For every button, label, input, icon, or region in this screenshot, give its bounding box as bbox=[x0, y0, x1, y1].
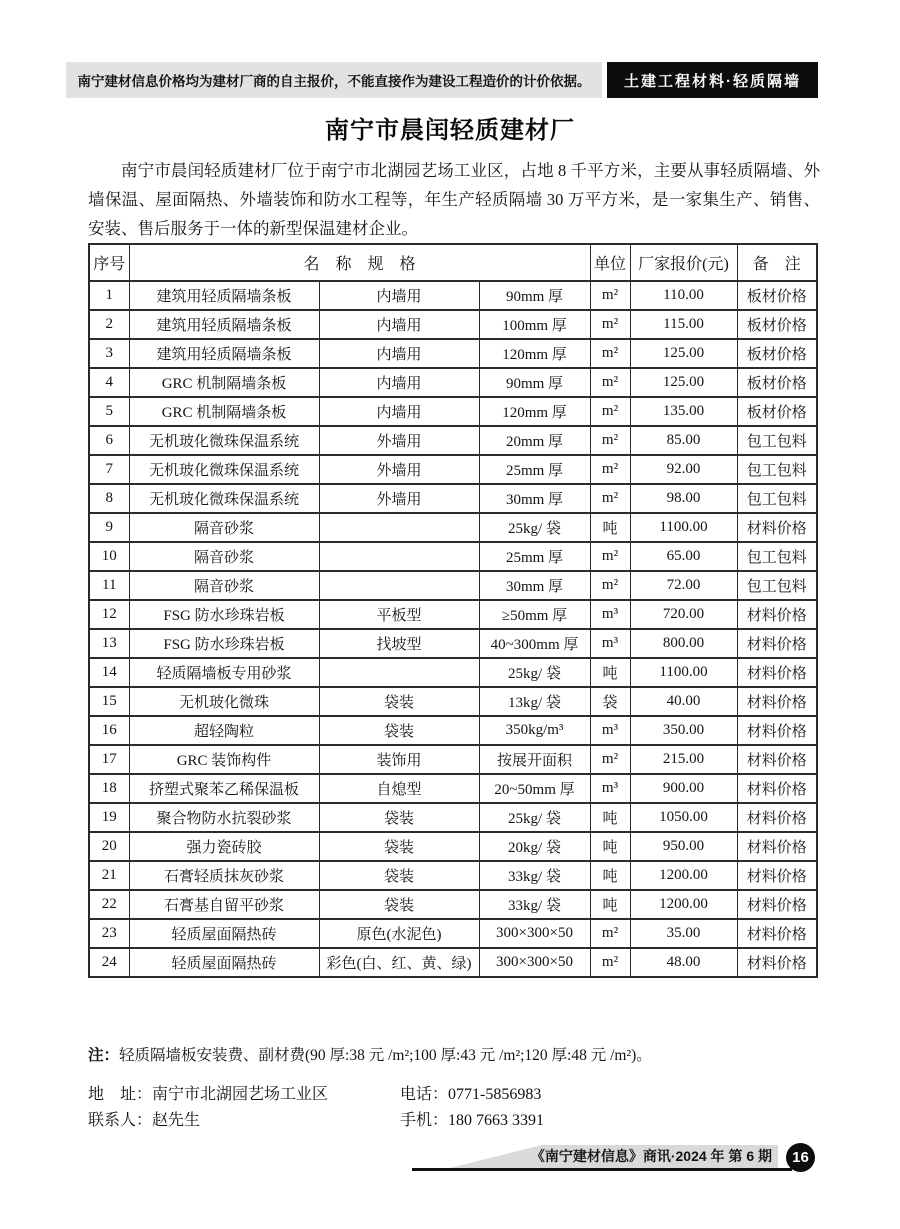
cell-unit: m³ bbox=[590, 629, 630, 658]
cell-note: 材料价格 bbox=[737, 629, 817, 658]
cell-note: 包工包料 bbox=[737, 542, 817, 571]
cell-unit: m² bbox=[590, 339, 630, 368]
cell-spec-size: 120mm 厚 bbox=[479, 339, 590, 368]
table-row bbox=[89, 832, 817, 861]
address-line bbox=[88, 1081, 328, 1104]
cell-name: FSG 防水珍珠岩板 bbox=[129, 600, 319, 629]
cell-price: 85.00 bbox=[630, 426, 737, 455]
cell-spec-size: 33kg/ 袋 bbox=[479, 861, 590, 890]
cell-price: 135.00 bbox=[630, 397, 737, 426]
cell-note: 材料价格 bbox=[737, 803, 817, 832]
cell-spec-type: 外墙用 bbox=[319, 455, 479, 484]
cell-index: 19 bbox=[89, 803, 129, 832]
journal-issue-text: 《南宁建材信息》商讯·2024 年 第 6 期 bbox=[530, 1148, 772, 1164]
cell-index: 11 bbox=[89, 571, 129, 600]
cell-note: 材料价格 bbox=[737, 745, 817, 774]
cell-index: 22 bbox=[89, 890, 129, 919]
cell-spec-size: 120mm 厚 bbox=[479, 397, 590, 426]
cell-unit: m² bbox=[590, 281, 630, 310]
cell-unit: m² bbox=[590, 571, 630, 600]
cell-spec-type bbox=[319, 542, 479, 571]
cell-spec-size: 25kg/ 袋 bbox=[479, 513, 590, 542]
cell-spec-type: 彩色(白、红、黄、绿) bbox=[319, 948, 479, 977]
table-row bbox=[89, 716, 817, 745]
cell-index: 5 bbox=[89, 397, 129, 426]
cell-price: 1200.00 bbox=[630, 861, 737, 890]
cell-note: 包工包料 bbox=[737, 426, 817, 455]
cell-spec-size: 90mm 厚 bbox=[479, 368, 590, 397]
page-number: 16 bbox=[792, 1149, 809, 1166]
address-label: 地 址： bbox=[88, 1086, 153, 1103]
phone-value: 0771-5856983 bbox=[448, 1086, 542, 1103]
cell-note: 板材价格 bbox=[737, 339, 817, 368]
cell-price: 215.00 bbox=[630, 745, 737, 774]
cell-unit: 吨 bbox=[590, 658, 630, 687]
cell-spec-size: 20kg/ 袋 bbox=[479, 832, 590, 861]
cell-spec-size: 13kg/ 袋 bbox=[479, 687, 590, 716]
table-row bbox=[89, 774, 817, 803]
phone-line bbox=[400, 1081, 541, 1104]
cell-note: 包工包料 bbox=[737, 571, 817, 600]
cell-note: 材料价格 bbox=[737, 716, 817, 745]
cell-unit: m² bbox=[590, 919, 630, 948]
table-row bbox=[89, 339, 817, 368]
cell-price: 1050.00 bbox=[630, 803, 737, 832]
cell-spec-size: 300×300×50 bbox=[479, 948, 590, 977]
cell-unit: m² bbox=[590, 542, 630, 571]
cell-spec-type bbox=[319, 571, 479, 600]
cell-price: 72.00 bbox=[630, 571, 737, 600]
footer-rule bbox=[412, 1168, 792, 1171]
cell-note: 材料价格 bbox=[737, 832, 817, 861]
cell-name: GRC 机制隔墙条板 bbox=[129, 397, 319, 426]
cell-name: 无机玻化微珠 bbox=[129, 687, 319, 716]
cell-unit: m² bbox=[590, 484, 630, 513]
table-row bbox=[89, 397, 817, 426]
cell-name: 强力瓷砖胶 bbox=[129, 832, 319, 861]
cell-spec-type: 自熄型 bbox=[319, 774, 479, 803]
cell-index: 23 bbox=[89, 919, 129, 948]
cell-spec-type bbox=[319, 513, 479, 542]
cell-name: 建筑用轻质隔墙条板 bbox=[129, 281, 319, 310]
cell-spec-size: 30mm 厚 bbox=[479, 571, 590, 600]
cell-note: 材料价格 bbox=[737, 687, 817, 716]
phone-label: 电话： bbox=[400, 1086, 449, 1103]
cell-price: 125.00 bbox=[630, 368, 737, 397]
mobile-line bbox=[400, 1107, 544, 1130]
cell-price: 98.00 bbox=[630, 484, 737, 513]
address-value: 南宁市北湖园艺场工业区 bbox=[152, 1086, 329, 1103]
cell-name: 建筑用轻质隔墙条板 bbox=[129, 339, 319, 368]
cell-name: 无机玻化微珠保温系统 bbox=[129, 484, 319, 513]
disclaimer-banner bbox=[66, 62, 602, 98]
cell-name: 挤塑式聚苯乙稀保温板 bbox=[129, 774, 319, 803]
cell-note: 材料价格 bbox=[737, 919, 817, 948]
cell-unit: m² bbox=[590, 455, 630, 484]
cell-note: 材料价格 bbox=[737, 948, 817, 977]
table-row bbox=[89, 600, 817, 629]
cell-price: 40.00 bbox=[630, 687, 737, 716]
table-row bbox=[89, 542, 817, 571]
category-banner bbox=[607, 62, 818, 98]
col-header-index: 序号 bbox=[89, 244, 129, 281]
table-row bbox=[89, 890, 817, 919]
cell-spec-type: 外墙用 bbox=[319, 484, 479, 513]
table-row bbox=[89, 571, 817, 600]
table-row bbox=[89, 426, 817, 455]
disclaimer-text: 南宁建材信息价格均为建材厂商的自主报价，不能直接作为建设工程造价的计价依据。 bbox=[77, 74, 591, 89]
cell-spec-type: 装饰用 bbox=[319, 745, 479, 774]
page-title: 南宁市晨闰轻质建材厂 bbox=[325, 118, 575, 144]
cell-spec-type: 内墙用 bbox=[319, 368, 479, 397]
cell-spec-type: 袋装 bbox=[319, 803, 479, 832]
cell-index: 6 bbox=[89, 426, 129, 455]
cell-index: 10 bbox=[89, 542, 129, 571]
cell-name: 隔音砂浆 bbox=[129, 571, 319, 600]
cell-spec-size: 25mm 厚 bbox=[479, 455, 590, 484]
cell-price: 950.00 bbox=[630, 832, 737, 861]
table-row bbox=[89, 745, 817, 774]
cell-note: 板材价格 bbox=[737, 397, 817, 426]
cell-index: 21 bbox=[89, 861, 129, 890]
person-label: 联系人： bbox=[88, 1112, 153, 1129]
cell-name: 超轻陶粒 bbox=[129, 716, 319, 745]
price-table-head bbox=[89, 244, 817, 281]
cell-price: 48.00 bbox=[630, 948, 737, 977]
cell-name: 隔音砂浆 bbox=[129, 542, 319, 571]
cell-spec-size: 350kg/m³ bbox=[479, 716, 590, 745]
cell-note: 板材价格 bbox=[737, 310, 817, 339]
person-value: 赵先生 bbox=[152, 1112, 201, 1129]
table-row bbox=[89, 455, 817, 484]
col-header-note: 备 注 bbox=[737, 244, 817, 281]
footnote-text: 轻质隔墙板安装费、副材费(90 厚:38 元 /m²;100 厚:43 元 /m²;120 厚:48 元 /m²)。 bbox=[119, 1047, 652, 1064]
cell-unit: m² bbox=[590, 745, 630, 774]
cell-unit: m² bbox=[590, 948, 630, 977]
cell-note: 材料价格 bbox=[737, 890, 817, 919]
cell-price: 35.00 bbox=[630, 919, 737, 948]
table-row bbox=[89, 803, 817, 832]
cell-spec-size: 25kg/ 袋 bbox=[479, 803, 590, 832]
cell-price: 720.00 bbox=[630, 600, 737, 629]
cell-unit: m² bbox=[590, 368, 630, 397]
mobile-value: 180 7663 3391 bbox=[448, 1112, 545, 1129]
cell-price: 1100.00 bbox=[630, 513, 737, 542]
cell-index: 16 bbox=[89, 716, 129, 745]
col-header-name-spec: 名 称 规 格 bbox=[129, 244, 590, 281]
table-row bbox=[89, 310, 817, 339]
cell-unit: m³ bbox=[590, 600, 630, 629]
cell-spec-type: 内墙用 bbox=[319, 397, 479, 426]
cell-index: 12 bbox=[89, 600, 129, 629]
col-header-price: 厂家报价(元) bbox=[630, 244, 737, 281]
cell-name: 无机玻化微珠保温系统 bbox=[129, 426, 319, 455]
footnote bbox=[88, 1043, 828, 1065]
page-number-badge bbox=[786, 1143, 815, 1172]
cell-spec-size: 100mm 厚 bbox=[479, 310, 590, 339]
cell-spec-type: 外墙用 bbox=[319, 426, 479, 455]
mobile-label: 手机： bbox=[400, 1112, 449, 1129]
person-line bbox=[88, 1107, 200, 1130]
cell-spec-type: 内墙用 bbox=[319, 339, 479, 368]
cell-unit: 吨 bbox=[590, 513, 630, 542]
cell-index: 17 bbox=[89, 745, 129, 774]
cell-note: 材料价格 bbox=[737, 513, 817, 542]
cell-spec-size: 25kg/ 袋 bbox=[479, 658, 590, 687]
cell-name: 石膏轻质抹灰砂浆 bbox=[129, 861, 319, 890]
cell-spec-type: 内墙用 bbox=[319, 281, 479, 310]
cell-price: 1100.00 bbox=[630, 658, 737, 687]
cell-spec-type: 内墙用 bbox=[319, 310, 479, 339]
cell-index: 14 bbox=[89, 658, 129, 687]
cell-name: 隔音砂浆 bbox=[129, 513, 319, 542]
cell-spec-size: 90mm 厚 bbox=[479, 281, 590, 310]
category-text: 土建工程材料·轻质隔墙 bbox=[624, 72, 801, 90]
cell-spec-type: 袋装 bbox=[319, 716, 479, 745]
cell-unit: m² bbox=[590, 426, 630, 455]
cell-spec-size: 33kg/ 袋 bbox=[479, 890, 590, 919]
cell-spec-size: 30mm 厚 bbox=[479, 484, 590, 513]
cell-index: 9 bbox=[89, 513, 129, 542]
price-table-container bbox=[88, 243, 816, 978]
cell-unit: 吨 bbox=[590, 861, 630, 890]
table-row bbox=[89, 861, 817, 890]
cell-spec-size: ≥50mm 厚 bbox=[479, 600, 590, 629]
cell-note: 材料价格 bbox=[737, 600, 817, 629]
price-table-body bbox=[89, 281, 817, 977]
intro-paragraph: 南宁市晨闰轻质建材厂位于南宁市北湖园艺场工业区，占地 8 千平方米，主要从事轻质隔墙、外墙保温、屋面隔热、外墙装饰和防水工程等，年生产轻质隔墙 30 万平方米，是一家集生产、销售、安装、售后服务于一体的新型保温建材企业。 bbox=[88, 161, 820, 238]
cell-unit: m³ bbox=[590, 774, 630, 803]
cell-index: 7 bbox=[89, 455, 129, 484]
table-row bbox=[89, 658, 817, 687]
cell-index: 15 bbox=[89, 687, 129, 716]
cell-unit: m² bbox=[590, 310, 630, 339]
cell-name: 轻质屋面隔热砖 bbox=[129, 919, 319, 948]
cell-price: 350.00 bbox=[630, 716, 737, 745]
col-header-unit: 单位 bbox=[590, 244, 630, 281]
table-row bbox=[89, 513, 817, 542]
cell-spec-type: 原色(水泥色) bbox=[319, 919, 479, 948]
cell-index: 2 bbox=[89, 310, 129, 339]
cell-unit: 袋 bbox=[590, 687, 630, 716]
cell-name: 石膏基自留平砂浆 bbox=[129, 890, 319, 919]
cell-index: 20 bbox=[89, 832, 129, 861]
cell-spec-size: 20mm 厚 bbox=[479, 426, 590, 455]
cell-name: 聚合物防水抗裂砂浆 bbox=[129, 803, 319, 832]
cell-spec-type: 平板型 bbox=[319, 600, 479, 629]
cell-index: 3 bbox=[89, 339, 129, 368]
table-row bbox=[89, 629, 817, 658]
cell-unit: 吨 bbox=[590, 803, 630, 832]
table-row bbox=[89, 368, 817, 397]
cell-index: 13 bbox=[89, 629, 129, 658]
footnote-label: 注： bbox=[88, 1047, 120, 1064]
table-row bbox=[89, 281, 817, 310]
cell-price: 800.00 bbox=[630, 629, 737, 658]
cell-spec-type: 袋装 bbox=[319, 890, 479, 919]
cell-name: 轻质屋面隔热砖 bbox=[129, 948, 319, 977]
cell-price: 115.00 bbox=[630, 310, 737, 339]
cell-spec-size: 按展开面积 bbox=[479, 745, 590, 774]
table-row bbox=[89, 687, 817, 716]
price-table bbox=[88, 243, 818, 978]
cell-name: FSG 防水珍珠岩板 bbox=[129, 629, 319, 658]
cell-name: GRC 机制隔墙条板 bbox=[129, 368, 319, 397]
cell-spec-size: 300×300×50 bbox=[479, 919, 590, 948]
table-row bbox=[89, 484, 817, 513]
cell-index: 18 bbox=[89, 774, 129, 803]
cell-note: 材料价格 bbox=[737, 861, 817, 890]
cell-spec-size: 40~300mm 厚 bbox=[479, 629, 590, 658]
cell-name: GRC 装饰构件 bbox=[129, 745, 319, 774]
cell-spec-type: 袋装 bbox=[319, 687, 479, 716]
cell-price: 900.00 bbox=[630, 774, 737, 803]
cell-spec-type: 袋装 bbox=[319, 832, 479, 861]
header-row bbox=[89, 244, 817, 281]
cell-name: 无机玻化微珠保温系统 bbox=[129, 455, 319, 484]
cell-spec-size: 20~50mm 厚 bbox=[479, 774, 590, 803]
cell-index: 1 bbox=[89, 281, 129, 310]
cell-name: 轻质隔墙板专用砂浆 bbox=[129, 658, 319, 687]
cell-index: 4 bbox=[89, 368, 129, 397]
cell-note: 板材价格 bbox=[737, 368, 817, 397]
cell-unit: m² bbox=[590, 397, 630, 426]
cell-price: 110.00 bbox=[630, 281, 737, 310]
cell-price: 65.00 bbox=[630, 542, 737, 571]
cell-spec-type: 袋装 bbox=[319, 861, 479, 890]
cell-note: 材料价格 bbox=[737, 658, 817, 687]
cell-unit: m³ bbox=[590, 716, 630, 745]
cell-name: 建筑用轻质隔墙条板 bbox=[129, 310, 319, 339]
cell-note: 板材价格 bbox=[737, 281, 817, 310]
cell-price: 1200.00 bbox=[630, 890, 737, 919]
cell-price: 125.00 bbox=[630, 339, 737, 368]
cell-spec-size: 25mm 厚 bbox=[479, 542, 590, 571]
table-row bbox=[89, 919, 817, 948]
cell-price: 92.00 bbox=[630, 455, 737, 484]
table-row bbox=[89, 948, 817, 977]
cell-spec-type bbox=[319, 658, 479, 687]
cell-unit: 吨 bbox=[590, 890, 630, 919]
cell-note: 包工包料 bbox=[737, 455, 817, 484]
cell-spec-type: 找坡型 bbox=[319, 629, 479, 658]
cell-index: 24 bbox=[89, 948, 129, 977]
cell-index: 8 bbox=[89, 484, 129, 513]
cell-note: 包工包料 bbox=[737, 484, 817, 513]
cell-note: 材料价格 bbox=[737, 774, 817, 803]
cell-unit: 吨 bbox=[590, 832, 630, 861]
